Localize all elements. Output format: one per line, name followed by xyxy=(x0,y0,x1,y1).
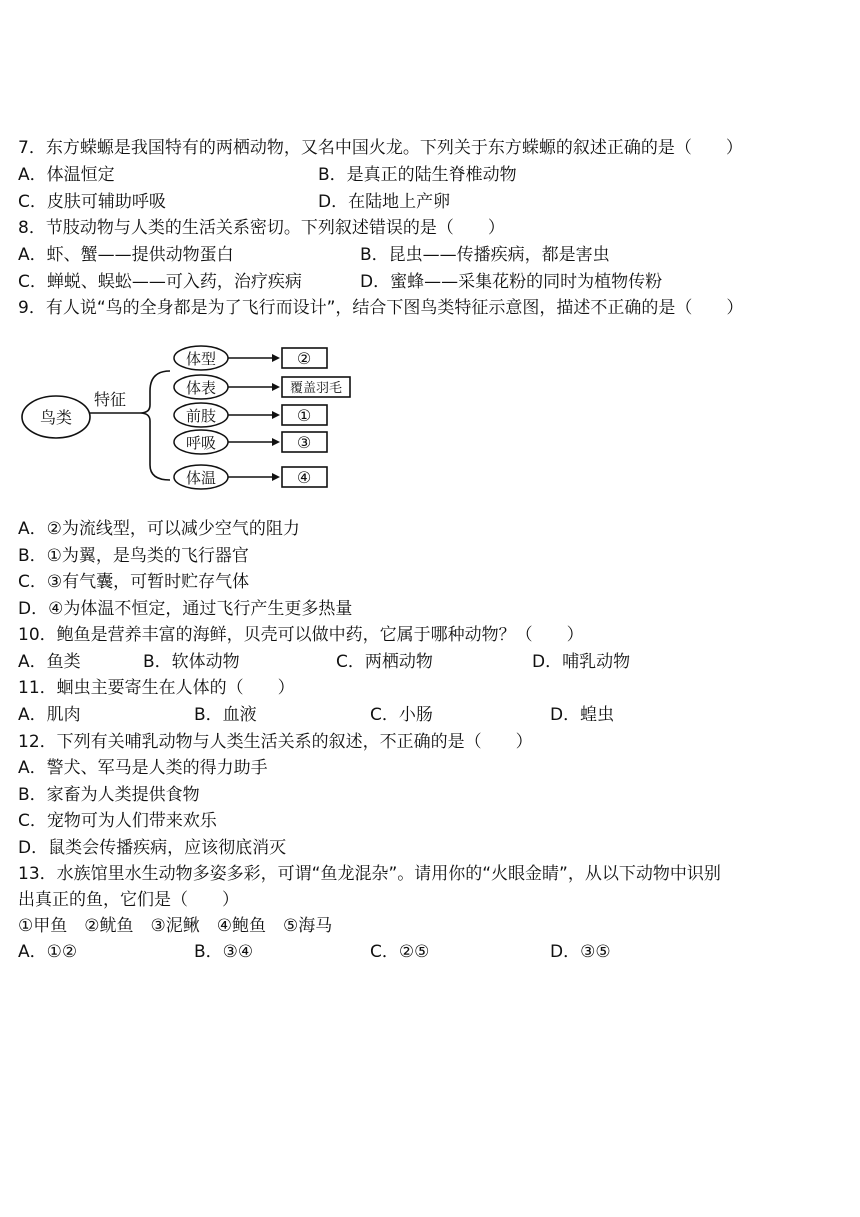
feature-name-1: 体型 xyxy=(185,350,217,368)
diagram-branch-label: 特征 xyxy=(93,390,127,409)
q13-option-b: B．③④ xyxy=(194,942,254,962)
q10-option-a: A．鱼类 xyxy=(18,652,81,672)
diagram-root-label: 鸟类 xyxy=(39,408,73,427)
q9-option-a: A．②为流线型，可以减少空气的阻力 xyxy=(18,519,300,539)
feature-value-3: ① xyxy=(296,406,312,425)
q13-option-a: A．①② xyxy=(18,942,78,962)
q8-stem: 8．节肢动物与人类的生活关系密切。下列叙述错误的是（ ） xyxy=(18,218,505,238)
q8-option-c: C．蝉蜕、蜈蚣——可入药，治疗疾病 xyxy=(18,272,302,292)
q11-stem: 11．蛔虫主要寄生在人体的（ ） xyxy=(18,678,295,698)
feature-value-4: ③ xyxy=(296,433,312,452)
feature-value-5: ④ xyxy=(296,468,312,487)
q8-option-d: D．蜜蜂——采集花粉的同时为植物传粉 xyxy=(360,272,663,292)
q8-option-a: A．虾、蟹——提供动物蛋白 xyxy=(18,245,234,265)
q7-option-c: C．皮肤可辅助呼吸 xyxy=(18,192,166,212)
diagram-brace xyxy=(140,371,170,480)
q12-stem: 12．下列有关哺乳动物与人类生活关系的叙述，不正确的是（ ） xyxy=(18,732,533,752)
q12-option-a: A．警犬、军马是人类的得力助手 xyxy=(18,758,268,778)
q8-option-b: B．昆虫——传播疾病，都是害虫 xyxy=(360,245,610,265)
q13-items: ①甲鱼 ②鱿鱼 ③泥鳅 ④鲍鱼 ⑤海马 xyxy=(18,916,333,936)
q10-option-c: C．两栖动物 xyxy=(336,652,433,672)
q7-stem: 7．东方蝾螈是我国特有的两栖动物，又名中国火龙。下列关于东方蝾螈的叙述正确的是（ ） xyxy=(18,138,743,158)
q12-option-c: C．宠物可为人们带来欢乐 xyxy=(18,811,217,831)
q7-option-a: A．体温恒定 xyxy=(18,165,115,185)
q9-stem: 9．有人说“鸟的全身都是为了飞行而设计”，结合下图鸟类特征示意图，描述不正确的是（ ） xyxy=(18,298,744,318)
q10-option-b: B．软体动物 xyxy=(143,652,240,672)
q7-option-d: D．在陆地上产卵 xyxy=(318,192,451,212)
q12-option-b: B．家畜为人类提供食物 xyxy=(18,785,200,805)
feature-name-5: 体温 xyxy=(185,469,217,487)
q10-stem: 10．鲍鱼是营养丰富的海鲜，贝壳可以做中药，它属于哪种动物？（ ） xyxy=(18,625,584,645)
q13-stem-line1: 13．水族馆里水生动物多姿多彩，可谓“鱼龙混杂”。请用你的“火眼金睛”，从以下动物中识别 xyxy=(18,864,721,884)
bird-features-diagram xyxy=(20,335,380,505)
q9-option-c: C．③有气囊，可暂时贮存气体 xyxy=(18,572,250,592)
feature-name-2: 体表 xyxy=(185,379,217,397)
feature-value-1: ② xyxy=(296,349,312,368)
q7-option-b: B．是真正的陆生脊椎动物 xyxy=(318,165,517,185)
q13-stem-line2: 出真正的鱼，它们是（ ） xyxy=(18,890,239,910)
q9-option-d: D．④为体温不恒定，通过飞行产生更多热量 xyxy=(18,599,353,619)
q11-option-d: D．蝗虫 xyxy=(550,705,615,725)
q13-option-c: C．②⑤ xyxy=(370,942,430,962)
q11-option-c: C．小肠 xyxy=(370,705,433,725)
q10-option-d: D．哺乳动物 xyxy=(532,652,631,672)
feature-value-2: 覆盖羽毛 xyxy=(289,381,343,396)
q11-option-a: A．肌肉 xyxy=(18,705,81,725)
q12-option-d: D．鼠类会传播疾病，应该彻底消灭 xyxy=(18,838,287,858)
feature-name-4: 呼吸 xyxy=(185,434,217,452)
q13-option-d: D．③⑤ xyxy=(550,942,611,962)
q9-option-b: B．①为翼，是鸟类的飞行器官 xyxy=(18,546,249,566)
q11-option-b: B．血液 xyxy=(194,705,257,725)
feature-name-3: 前肢 xyxy=(185,407,217,425)
